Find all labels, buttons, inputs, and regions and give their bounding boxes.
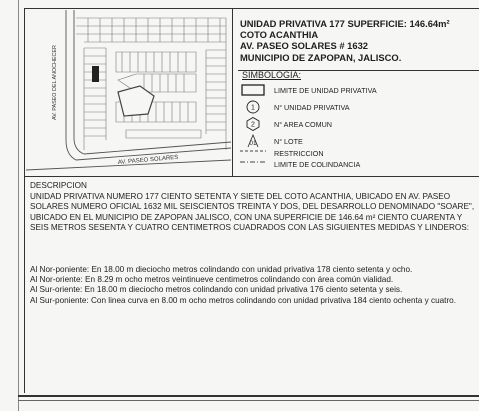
road-left-label: AV. PASEO DEL ANOCHECER xyxy=(52,45,58,120)
title-municipality: MUNICIPIO DE ZAPOPAN, JALISCO. xyxy=(240,51,402,63)
hexagon-number-icon xyxy=(240,117,266,131)
boundary-sur-poniente: Al Sur-poniente: Con linea curva en 8.00 m ocho metros colindando con unidad privativa 184 ciento ochenta y cuatro. xyxy=(30,295,457,305)
description-body: UNIDAD PRIVATIVA NUMERO 177 CIENTO SETENTA Y SIETE DEL COTO ACANTHIA, UBICADO EN AV. PASEO SOLARES NUMERO OFICIAL 1632 MIL SEISCIENTOS TREINTA Y DOS, DEL DESARROLLO DENOMINADO "SOARE", UBICADO EN EL MUNICIPIO DE ZAPOPAN JALISCO, CON UNA SUPERFICIE DE 146.64 m² CIENTO CUARENTA Y SEIS METROS SESENTA Y CUATRO CENTIMETROS CUADRADOS CON LAS SIGUIENTES MEDIDAS Y LINDEROS: xyxy=(30,191,475,233)
boundary-nor-poniente: Al Nor-poniente: En 18.00 m dieciocho metros colindando con unidad privativa 178 ciento setenta y ocho. xyxy=(30,265,413,274)
map-title-divider xyxy=(232,8,233,176)
legend-label: N° AREA COMUN xyxy=(274,119,332,129)
title-block xyxy=(240,18,450,63)
legend-label: LIMITE DE COLINDANCIA xyxy=(274,159,361,169)
frame-bottom-border xyxy=(18,395,479,397)
legend-label: N° LOTE xyxy=(274,136,303,146)
dash-dot-line-icon xyxy=(240,157,266,171)
boundaries-section xyxy=(30,265,475,306)
header-description-divider xyxy=(24,176,479,177)
frame-top-border xyxy=(24,8,479,9)
circle-number-icon xyxy=(240,100,266,114)
legend-number: 1 xyxy=(251,104,255,112)
title-unit-area: UNIDAD PRIVATIVA 177 SUPERFICIE: 146.64m² xyxy=(240,18,450,29)
description-heading: DESCRIPCION xyxy=(30,181,87,190)
title-address: AV. PASEO SOLARES # 1632 xyxy=(240,40,369,52)
title-coto: COTO ACANTHIA xyxy=(240,29,319,41)
legend-title: SIMBOLOGIA: xyxy=(242,70,302,80)
legend-number: 2 xyxy=(251,121,255,129)
boundary-sur-oriente: Al Sur-oriente: En 18.00 m dieciocho metros colindando con unidad privativa 176 ciento setenta y seis. xyxy=(30,285,403,295)
frame-left-border xyxy=(24,8,25,393)
legend-number: 01 xyxy=(249,140,257,147)
road-bottom-label: AV. PASEO SOLARES xyxy=(117,154,179,166)
description-section xyxy=(30,181,475,234)
boundary-nor-oriente: Al Nor-oriente: En 8.29 m ocho metros veintinueve centimetros colindando con área común vialidad. xyxy=(30,275,394,285)
legend-item-limite-unidad xyxy=(240,83,377,97)
rectangle-icon xyxy=(240,83,266,97)
legend-item-area-comun xyxy=(240,117,332,131)
legend-item-unidad-privativa xyxy=(240,100,350,114)
location-map xyxy=(26,10,231,175)
frame-bottom-border-secondary xyxy=(18,400,479,401)
legend-label: LIMITE DE UNIDAD PRIVATIVA xyxy=(274,85,377,95)
outer-frame-left xyxy=(18,0,19,411)
legend-label: N° UNIDAD PRIVATIVA xyxy=(274,102,350,112)
legend-item-limite-colindancia xyxy=(240,157,360,171)
legend-label: RESTRICCION xyxy=(274,148,324,158)
